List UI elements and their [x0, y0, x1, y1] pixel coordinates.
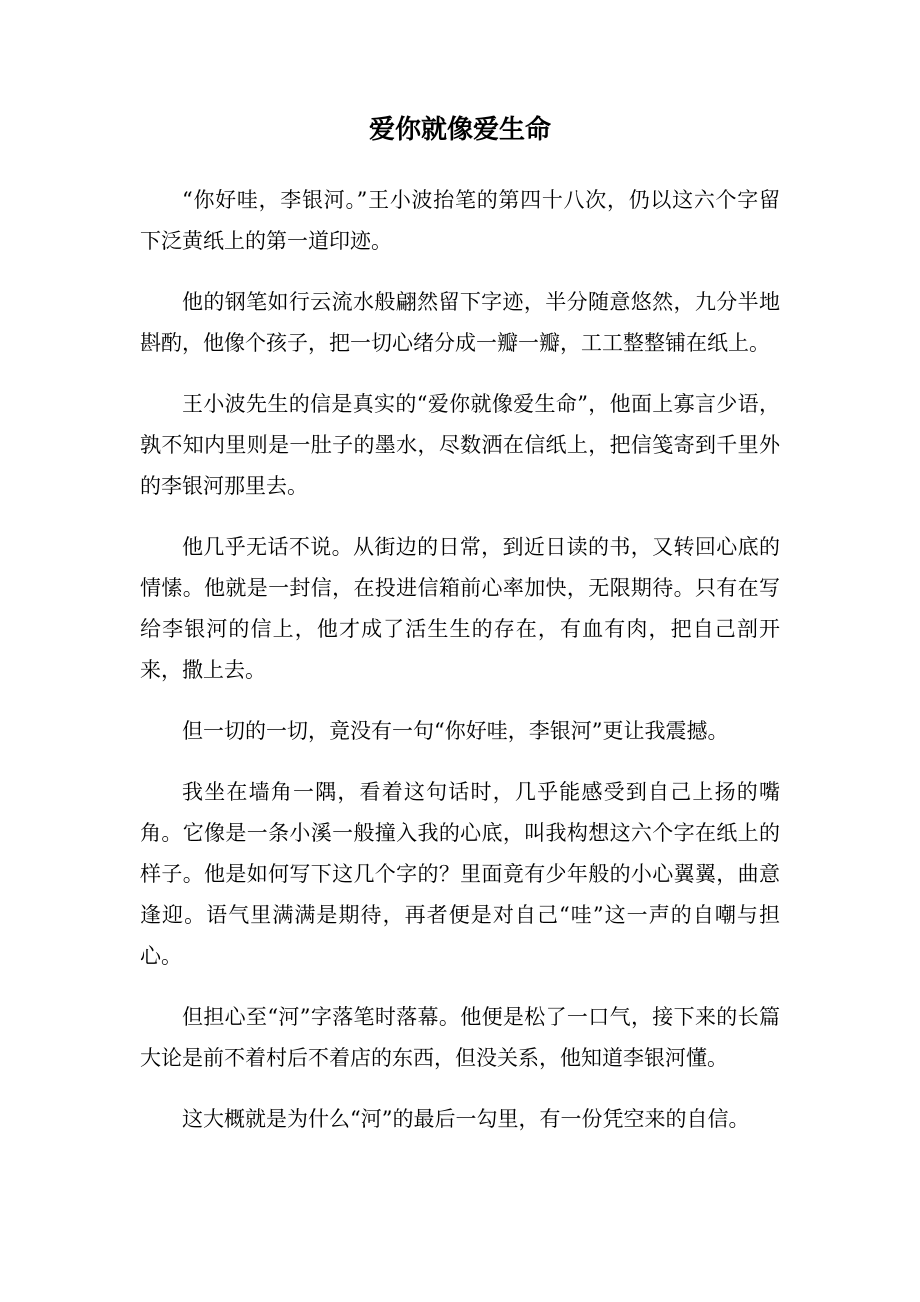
paragraph-8: 这大概就是为什么“河”的最后一勾里，有一份凭空来的自信。	[182, 1107, 750, 1131]
paragraph-6: 我坐在墙角一隅，看着这句话时，几乎能感受到自己上扬的嘴角。它像是一条小溪一般撞入我的心底，叫我构想这六个字在纸上的样子。他是如何写下这几个字的？里面竟有少年般的小心翼翼，曲意逢迎。语气里满满是期待，再者便是对自己“哇”这一声的自嘲与担心。	[140, 780, 780, 968]
paragraph-5: 但一切的一切，竟没有一句“你好哇，李银河”更让我震撼。	[182, 719, 729, 743]
paragraph-1: “你好哇，李银河。”王小波抬笔的第四十八次，仍以这六个字留下泛黄纸上的第一道印迹。	[140, 188, 780, 253]
paragraph-3: 王小波先生的信是真实的“爱你就像爱生命”，他面上寡言少语，孰不知内里则是一肚子的墨水，尽数洒在信纸上，把信笺寄到千里外的李银河那里去。	[140, 392, 780, 498]
paragraph-4: 他几乎无话不说。从街边的日常，到近日读的书，又转回心底的情愫。他就是一封信，在投进信箱前心率加快，无限期待。只有在写给李银河的信上，他才成了活生生的存在，有血有肉，把自己剖开来，撒上去。	[140, 535, 780, 682]
paragraph-2: 他的钢笔如行云流水般翩然留下字迹，半分随意悠然，九分半地斟酌，他像个孩子，把一切心绪分成一瓣一瓣，工工整整铺在纸上。	[140, 290, 780, 355]
page-title: 爱你就像爱生命	[368, 115, 551, 145]
paragraph-7: 但担心至“河”字落笔时落幕。他便是松了一口气，接下来的长篇大论是前不着村后不着店的东西，但没关系，他知道李银河懂。	[140, 1005, 780, 1070]
article-body	[140, 180, 780, 1160]
